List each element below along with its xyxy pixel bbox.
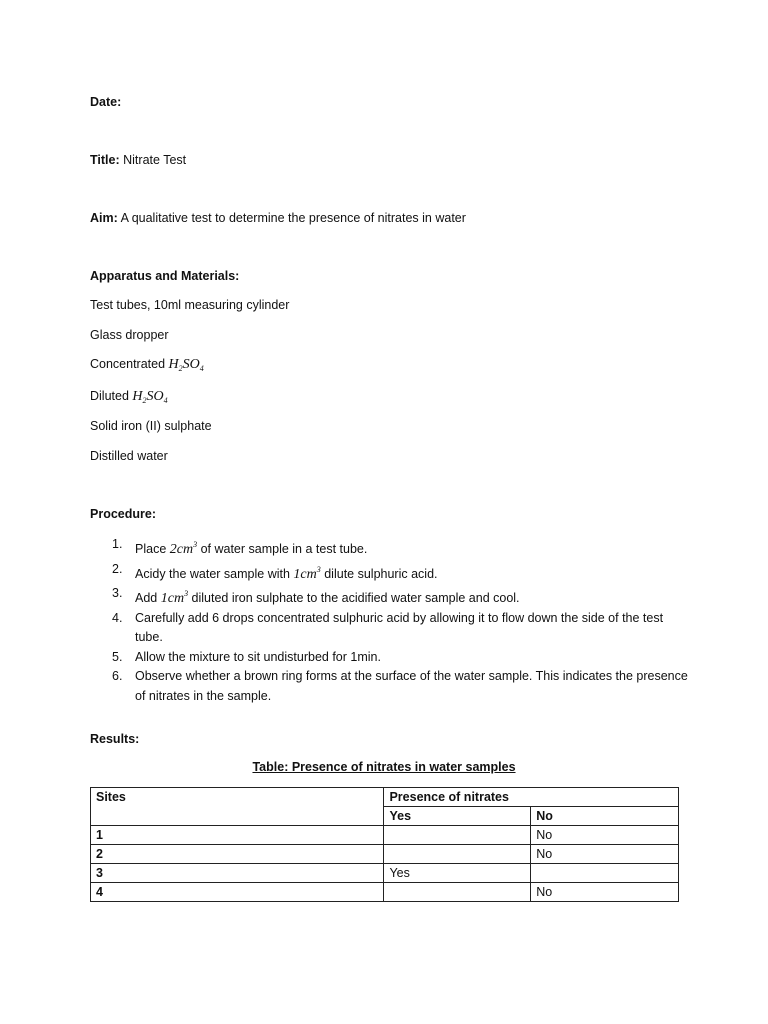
apparatus-item-label: Concentrated [90,357,166,371]
header-yes: Yes [384,807,531,826]
procedure-heading: Procedure: [90,507,156,521]
apparatus-item: Glass dropper [90,328,169,342]
apparatus-item [90,356,204,377]
procedure-step: 5. Allow the mixture to sit undisturbed for 1min. [112,649,381,664]
procedure-step: 3. Add $1cm^3$ diluted iron sulphate to the acidified water sample and cool. [112,586,520,606]
results-heading: Results: [90,732,140,746]
apparatus-item: Solid iron (II) sulphate [90,419,212,433]
no-cell [531,864,679,883]
site-cell: 1 [91,826,384,845]
procedure-step: 2. Acidy the water sample with $1cm^3$ dilute sulphuric acid. [112,561,438,582]
table-row [91,864,679,883]
apparatus-item [90,388,168,409]
procedure-step: 4. Carefully add 6 drops concentrated sulphuric acid by allowing it to flow down the side of the test tube. [112,610,664,644]
yes-cell [384,826,531,845]
procedure-step: 6. Observe whether a brown ring forms at the surface of the water sample. This indicates the presence of nitrates in the sample. [112,669,688,703]
header-presence: Presence of nitrates [384,788,679,807]
volume-formula: $1cm^3$ [293,564,321,582]
aim-line [90,210,466,226]
no-cell: No [531,883,679,902]
sulphuric-acid-formula: $H_2SO_4$ [132,389,168,405]
table-row [91,826,679,845]
results-table [90,787,679,902]
aim-value: A qualitative test to determine the presence of nitrates in water [120,211,466,225]
no-cell: No [531,826,679,845]
header-no: No [531,807,679,826]
procedure-list [90,535,690,706]
procedure-step: 1. Place $2cm^3$ of water sample in a test tube. [112,537,368,557]
table-caption: Table: Presence of nitrates in water samples [252,760,516,774]
yes-cell [384,845,531,864]
header-sites: Sites [91,788,384,826]
yes-cell [384,883,531,902]
apparatus-heading: Apparatus and Materials: [90,269,240,283]
volume-formula: $2cm^3$ [169,540,198,557]
yes-cell: Yes [384,864,531,883]
table-header-row [91,788,679,807]
site-cell: 2 [91,845,384,864]
sulphuric-acid-formula: $H_2SO_4$ [168,357,204,373]
apparatus-item: Distilled water [90,449,168,463]
site-cell: 3 [91,864,384,883]
table-row [91,883,679,902]
date-line [90,94,121,110]
site-cell: 4 [91,883,384,902]
date-label: Date: [90,95,122,109]
table-row [91,845,679,864]
aim-label: Aim: [90,211,118,225]
apparatus-item-label: Diluted [90,389,129,403]
apparatus-item: Test tubes, 10ml measuring cylinder [90,298,290,312]
title-label: Title: [90,153,120,167]
volume-formula: $1cm^3$ [160,589,189,606]
title-line [90,152,186,168]
no-cell: No [531,845,679,864]
title-value: Nitrate Test [123,153,187,167]
